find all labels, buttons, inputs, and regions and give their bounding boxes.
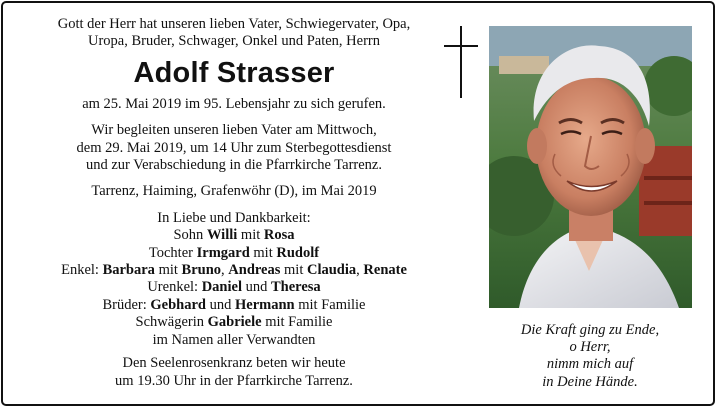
place-date: Tarrenz, Haiming, Grafenwöhr (D), im Mai 2019: [91, 183, 377, 200]
cross-icon: [444, 26, 478, 98]
death-line: am 25. Mai 2019 im 95. Lebensjahr zu sich gerufen.: [82, 95, 386, 112]
mourning-heading: In Liebe und Dankbarkeit:: [157, 209, 311, 226]
obituary-text: [14, 16, 454, 390]
mourner-grandchildren: Enkel: Barbara mit Bruno, Andreas mit Claudia, Renate: [61, 262, 407, 279]
intro-line-1: Gott der Herr hat unseren lieben Vater, Schwiegervater, Opa,: [57, 16, 411, 32]
rosary-line-1: Den Seelenrosenkranz beten wir heute: [122, 355, 346, 372]
mourner-relatives: im Namen aller Verwandten: [152, 331, 316, 348]
portrait-photo: [489, 26, 692, 308]
funeral-line-3: und zur Verabschiedung in die Pfarrkirche Tarrenz.: [86, 157, 382, 174]
verse-line-2: o Herr,: [569, 339, 611, 356]
verse-line-1: Die Kraft ging zu Ende,: [520, 322, 660, 338]
verse-line-3: nimm mich auf: [546, 356, 634, 373]
mourner-great-grandchildren: Urenkel: Daniel und Theresa: [147, 279, 321, 296]
verse-line-4: in Deine Hände.: [542, 373, 638, 390]
funeral-line-1: Wir begleiten unseren lieben Vater am Mittwoch,: [91, 122, 377, 139]
memorial-verse: [490, 322, 690, 391]
rosary-line-2: um 19.30 Uhr in der Pfarrkirche Tarrenz.: [115, 372, 353, 389]
deceased-name: Adolf Strasser: [133, 56, 335, 89]
mourner-daughter: Tochter Irmgard mit Rudolf: [148, 244, 320, 261]
mourner-brothers: Brüder: Gebhard und Hermann mit Familie: [102, 296, 366, 313]
mourner-sister-in-law: Schwägerin Gabriele mit Familie: [135, 314, 333, 331]
mourner-son: Sohn Willi mit Rosa: [173, 227, 295, 244]
intro-line-2: Uropa, Bruder, Schwager, Onkel und Paten, Herrn: [88, 33, 380, 50]
funeral-line-2: dem 29. Mai 2019, um 14 Uhr zum Sterbegottesdienst: [76, 139, 392, 156]
